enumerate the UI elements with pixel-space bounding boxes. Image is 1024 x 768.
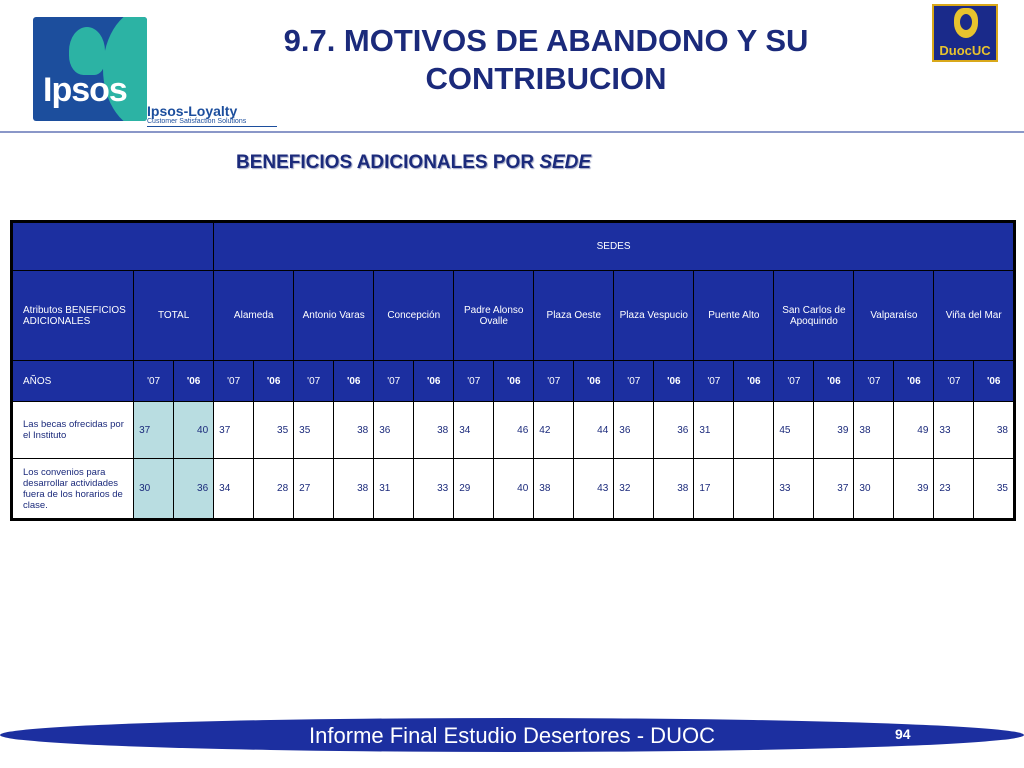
header-blank-cell	[12, 222, 214, 271]
table-cell: 36	[654, 402, 694, 459]
table-cell: 43	[574, 459, 614, 520]
year-cell: '06	[814, 361, 854, 402]
table-cell: 37	[214, 402, 254, 459]
subtitle-main: BENEFICIOS ADICIONALES	[236, 152, 488, 173]
col-header-san-carlos: San Carlos de Apoquindo	[774, 271, 854, 361]
table-cell	[734, 459, 774, 520]
table-cell: 33	[934, 402, 974, 459]
table-cell: 35	[254, 402, 294, 459]
table-cell: 28	[254, 459, 294, 520]
year-cell: '06	[974, 361, 1015, 402]
ipsos-loyalty-logo	[147, 104, 277, 127]
table-years-row	[12, 361, 1015, 402]
table-cell: 36	[374, 402, 414, 459]
year-cell: '07	[134, 361, 174, 402]
header-divider	[0, 131, 1024, 133]
col-header-concepcion: Concepción	[374, 271, 454, 361]
table-cell: 38	[334, 402, 374, 459]
attr-header: Atributos BENEFICIOS ADICIONALES	[12, 271, 134, 361]
year-cell: '07	[694, 361, 734, 402]
ipsos-logo	[33, 17, 147, 121]
col-header-plaza-oeste: Plaza Oeste	[534, 271, 614, 361]
subtitle-sede: SEDE	[539, 152, 592, 173]
loyalty-title: Ipsos-Loyalty	[147, 103, 238, 119]
table-cell: 33	[774, 459, 814, 520]
table-cell: 45	[774, 402, 814, 459]
page-number: 94	[895, 726, 911, 742]
year-cell: '06	[574, 361, 614, 402]
col-header-plaza-vespucio: Plaza Vespucio	[614, 271, 694, 361]
table-cell: 35	[294, 402, 334, 459]
duoc-logo	[932, 4, 998, 62]
year-cell: '07	[774, 361, 814, 402]
year-cell: '06	[174, 361, 214, 402]
table-cell: 37	[814, 459, 854, 520]
row-label: Las becas ofrecidas por el Instituto	[12, 402, 134, 459]
table-cell: 23	[934, 459, 974, 520]
table-cell: 39	[814, 402, 854, 459]
year-cell: '06	[894, 361, 934, 402]
year-cell: '07	[214, 361, 254, 402]
year-cell: '06	[654, 361, 694, 402]
table-cell: 30	[854, 459, 894, 520]
year-cell: '06	[734, 361, 774, 402]
year-cell: '07	[934, 361, 974, 402]
duoc-crest-icon	[954, 8, 978, 38]
year-cell: '06	[414, 361, 454, 402]
table-cell: 35	[974, 459, 1015, 520]
table-cell: 34	[454, 402, 494, 459]
col-header-padre-alonso-ovalle: Padre Alonso Ovalle	[454, 271, 534, 361]
table-cell: 36	[614, 402, 654, 459]
table-cell: 38	[534, 459, 574, 520]
table-cell: 17	[694, 459, 734, 520]
year-cell: '07	[534, 361, 574, 402]
table-cell	[734, 402, 774, 459]
year-cell: '07	[454, 361, 494, 402]
year-cell: '07	[614, 361, 654, 402]
table-cell: 40	[174, 402, 214, 459]
table-cell: 46	[494, 402, 534, 459]
years-label: AÑOS	[12, 361, 134, 402]
logo-head-icon	[69, 27, 105, 75]
page-title: 9.7. MOTIVOS DE ABANDONO Y SU CONTRIBUCION	[283, 23, 809, 96]
year-cell: '07	[374, 361, 414, 402]
col-header-antonio-varas: Antonio Varas	[294, 271, 374, 361]
table-column-names-row	[12, 271, 1015, 361]
table-cell: 27	[294, 459, 334, 520]
loyalty-tagline: Customer Satisfaction Solutions	[147, 118, 247, 125]
year-cell: '06	[494, 361, 534, 402]
year-cell: '07	[854, 361, 894, 402]
table-cell: 44	[574, 402, 614, 459]
table-row	[12, 459, 1015, 520]
ipsos-wordmark: Ipsos	[43, 71, 127, 109]
sedes-header: SEDES	[214, 222, 1015, 271]
benefits-table	[10, 220, 1016, 521]
table-cell: 37	[134, 402, 174, 459]
col-header-valparaiso: Valparaíso	[854, 271, 934, 361]
subtitle-por: POR	[487, 152, 540, 173]
row-label: Los convenios para desarrollar actividades fuera de los horarios de clase.	[12, 459, 134, 520]
year-cell: '07	[294, 361, 334, 402]
table-cell: 40	[494, 459, 534, 520]
table-cell: 30	[134, 459, 174, 520]
footer-text: Informe Final Estudio Desertores - DUOC	[309, 723, 715, 748]
table-cell: 39	[894, 459, 934, 520]
footer-banner	[0, 718, 1024, 752]
table-cell: 42	[534, 402, 574, 459]
table-cell: 34	[214, 459, 254, 520]
table-cell: 31	[694, 402, 734, 459]
year-cell: '06	[254, 361, 294, 402]
table-cell: 33	[414, 459, 454, 520]
table-cell: 38	[974, 402, 1015, 459]
table-row	[12, 402, 1015, 459]
col-header-puente-alto: Puente Alto	[694, 271, 774, 361]
year-cell: '06	[334, 361, 374, 402]
table-cell: 38	[654, 459, 694, 520]
table-cell: 36	[174, 459, 214, 520]
table-cell: 49	[894, 402, 934, 459]
section-subtitle	[236, 152, 591, 174]
table-cell: 38	[854, 402, 894, 459]
col-header-alameda: Alameda	[214, 271, 294, 361]
table-cell: 32	[614, 459, 654, 520]
col-header-total: TOTAL	[134, 271, 214, 361]
col-header-vina-del-mar: Viña del Mar	[934, 271, 1015, 361]
table-header-row	[12, 222, 1015, 271]
table-cell: 29	[454, 459, 494, 520]
table-cell: 38	[414, 402, 454, 459]
duoc-logo-text: DuocUC	[936, 43, 994, 58]
table-cell: 38	[334, 459, 374, 520]
table-cell: 31	[374, 459, 414, 520]
